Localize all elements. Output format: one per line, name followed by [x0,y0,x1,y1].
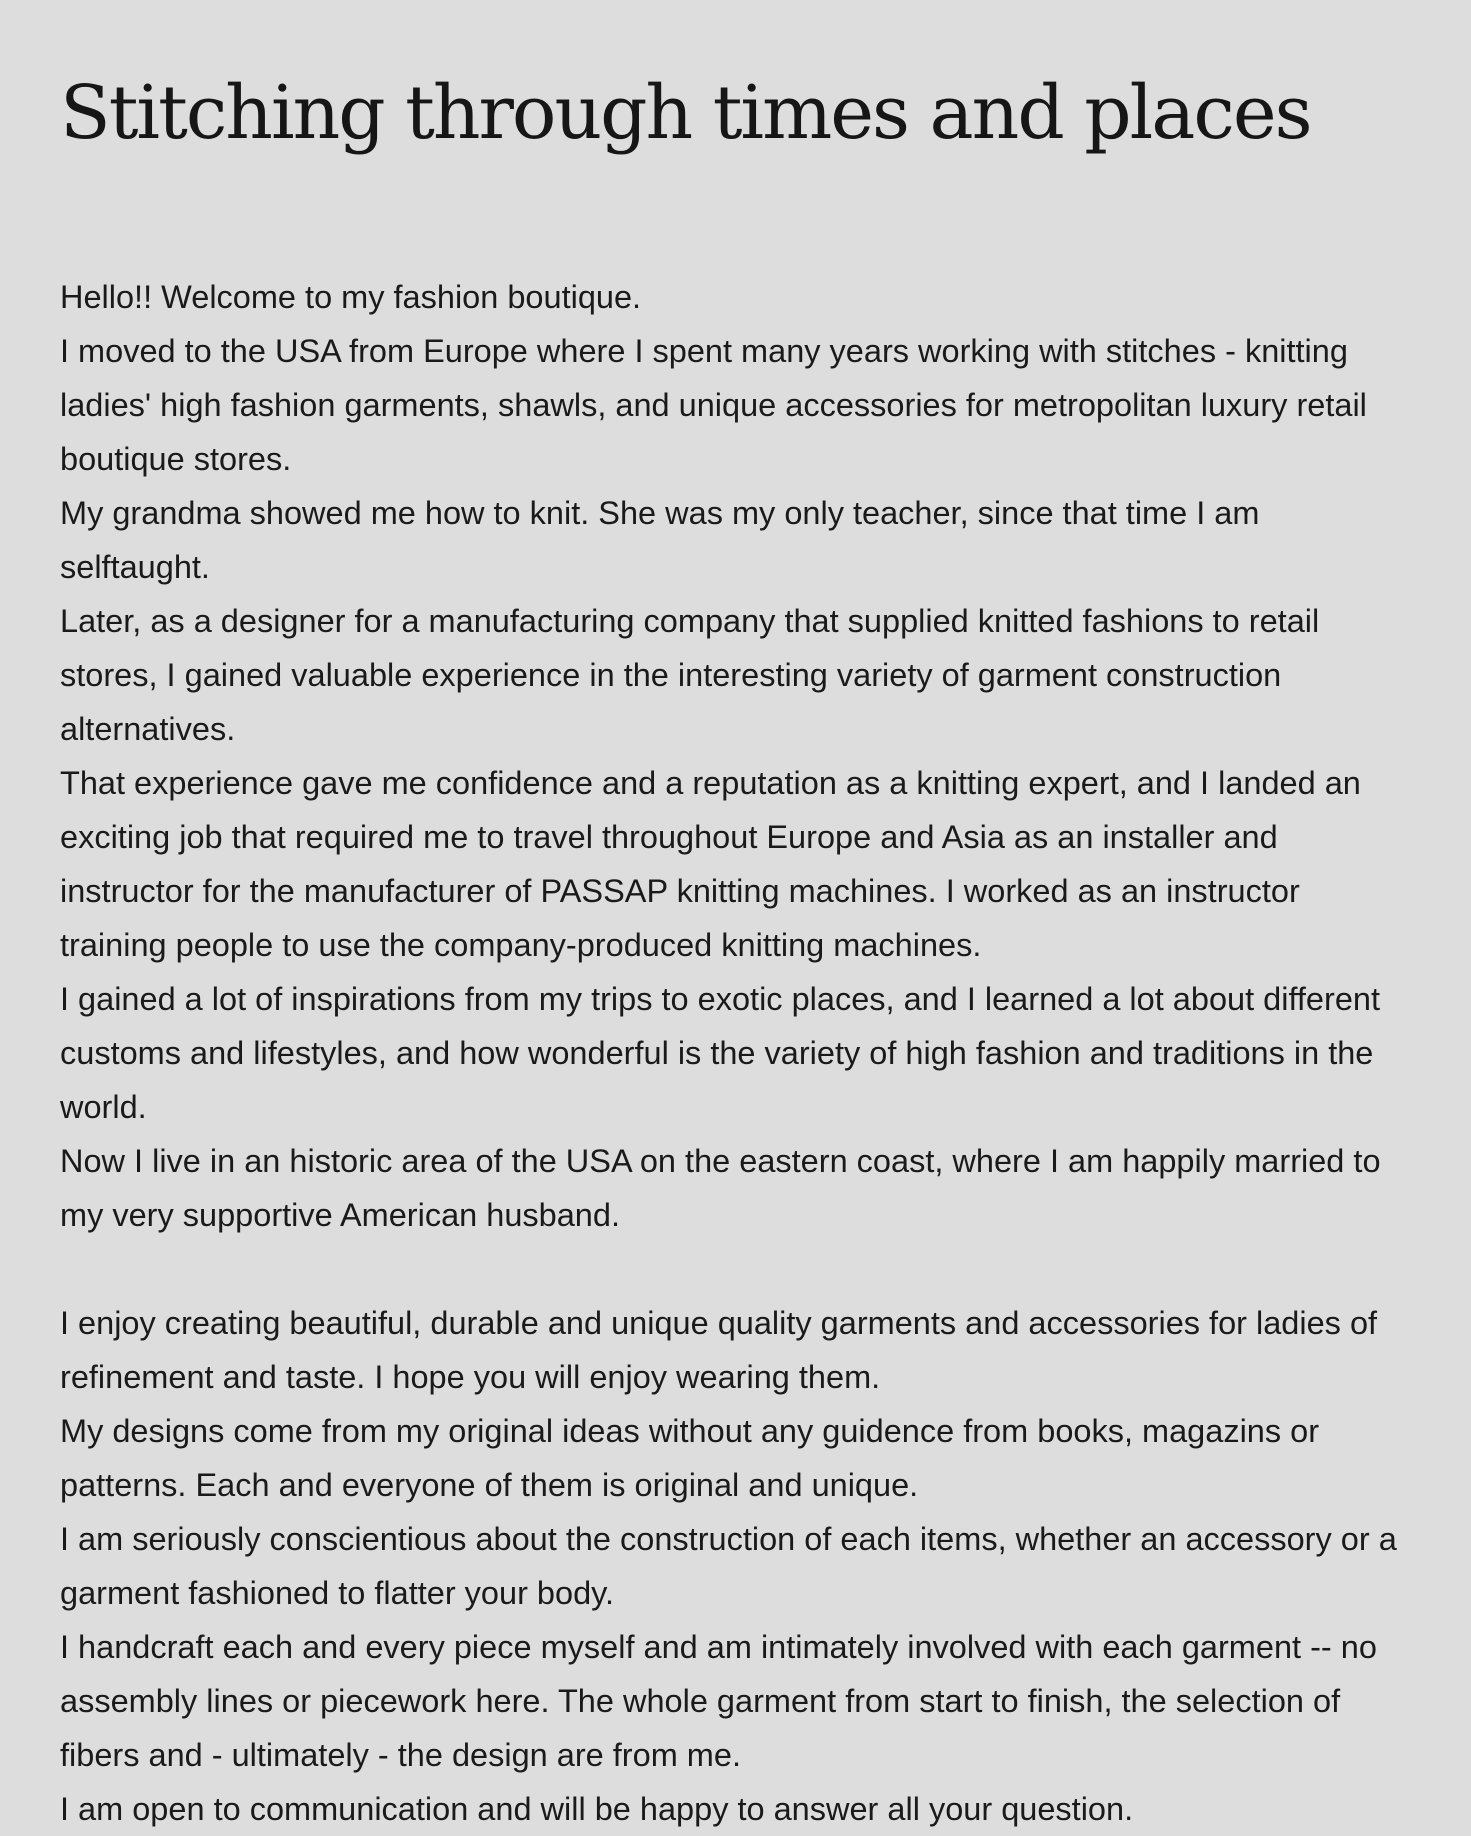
about-paragraph: Hello!! Welcome to my fashion boutique. [60,279,642,315]
about-paragraph: Now I live in an historic area of the USA on the eastern coast, where I am happily married to my very supportive American husband. [60,1143,1381,1233]
paragraph-spacer [60,1242,1411,1296]
about-paragraph: I am seriously conscientious about the construction of each items, whether an accessory or a garment fashioned to flatter your body. [60,1521,1397,1611]
about-paragraph: I gained a lot of inspirations from my trips to exotic places, and I learned a lot about different customs and lifestyles, and how wonderful is the variety of high fashion and traditions in the world. [60,981,1380,1125]
page-title: Stitching through times and places [60,70,1311,156]
about-paragraph: I moved to the USA from Europe where I spent many years working with stitches - knitting ladies' high fashion garments, shawls, and unique accessories for metropolitan luxury retail boutique stores. [60,333,1367,477]
about-paragraph: Later, as a designer for a manufacturing company that supplied knitted fashions to retail stores, I gained valuable experience in the interesting variety of garment construction alternatives. [60,603,1320,747]
about-paragraph: That experience gave me confidence and a reputation as a knitting expert, and I landed an exciting job that required me to travel throughout Europe and Asia as an installer and instructor for the manufacturer of PASSAP knitting machines. I worked as an instructor training people to use the company-produced knitting machines. [60,765,1361,963]
about-paragraph: I enjoy creating beautiful, durable and unique quality garments and accessories for ladies of refinement and taste. I hope you will enjoy wearing them. [60,1305,1378,1395]
about-paragraph: I handcraft each and every piece myself and am intimately involved with each garment -- no assembly lines or piecework here. The whole garment from start to finish, the selection of fibers and - ultimately - the design are from me. [60,1629,1377,1773]
about-text [60,270,1411,1836]
about-paragraph: My grandma showed me how to knit. She was my only teacher, since that time I am selftaught. [60,495,1260,585]
about-paragraph: My designs come from my original ideas without any guidence from books, magazins or patterns. Each and everyone of them is original and unique. [60,1413,1320,1503]
about-paragraph: I am open to communication and will be happy to answer all your question. [60,1791,1134,1827]
